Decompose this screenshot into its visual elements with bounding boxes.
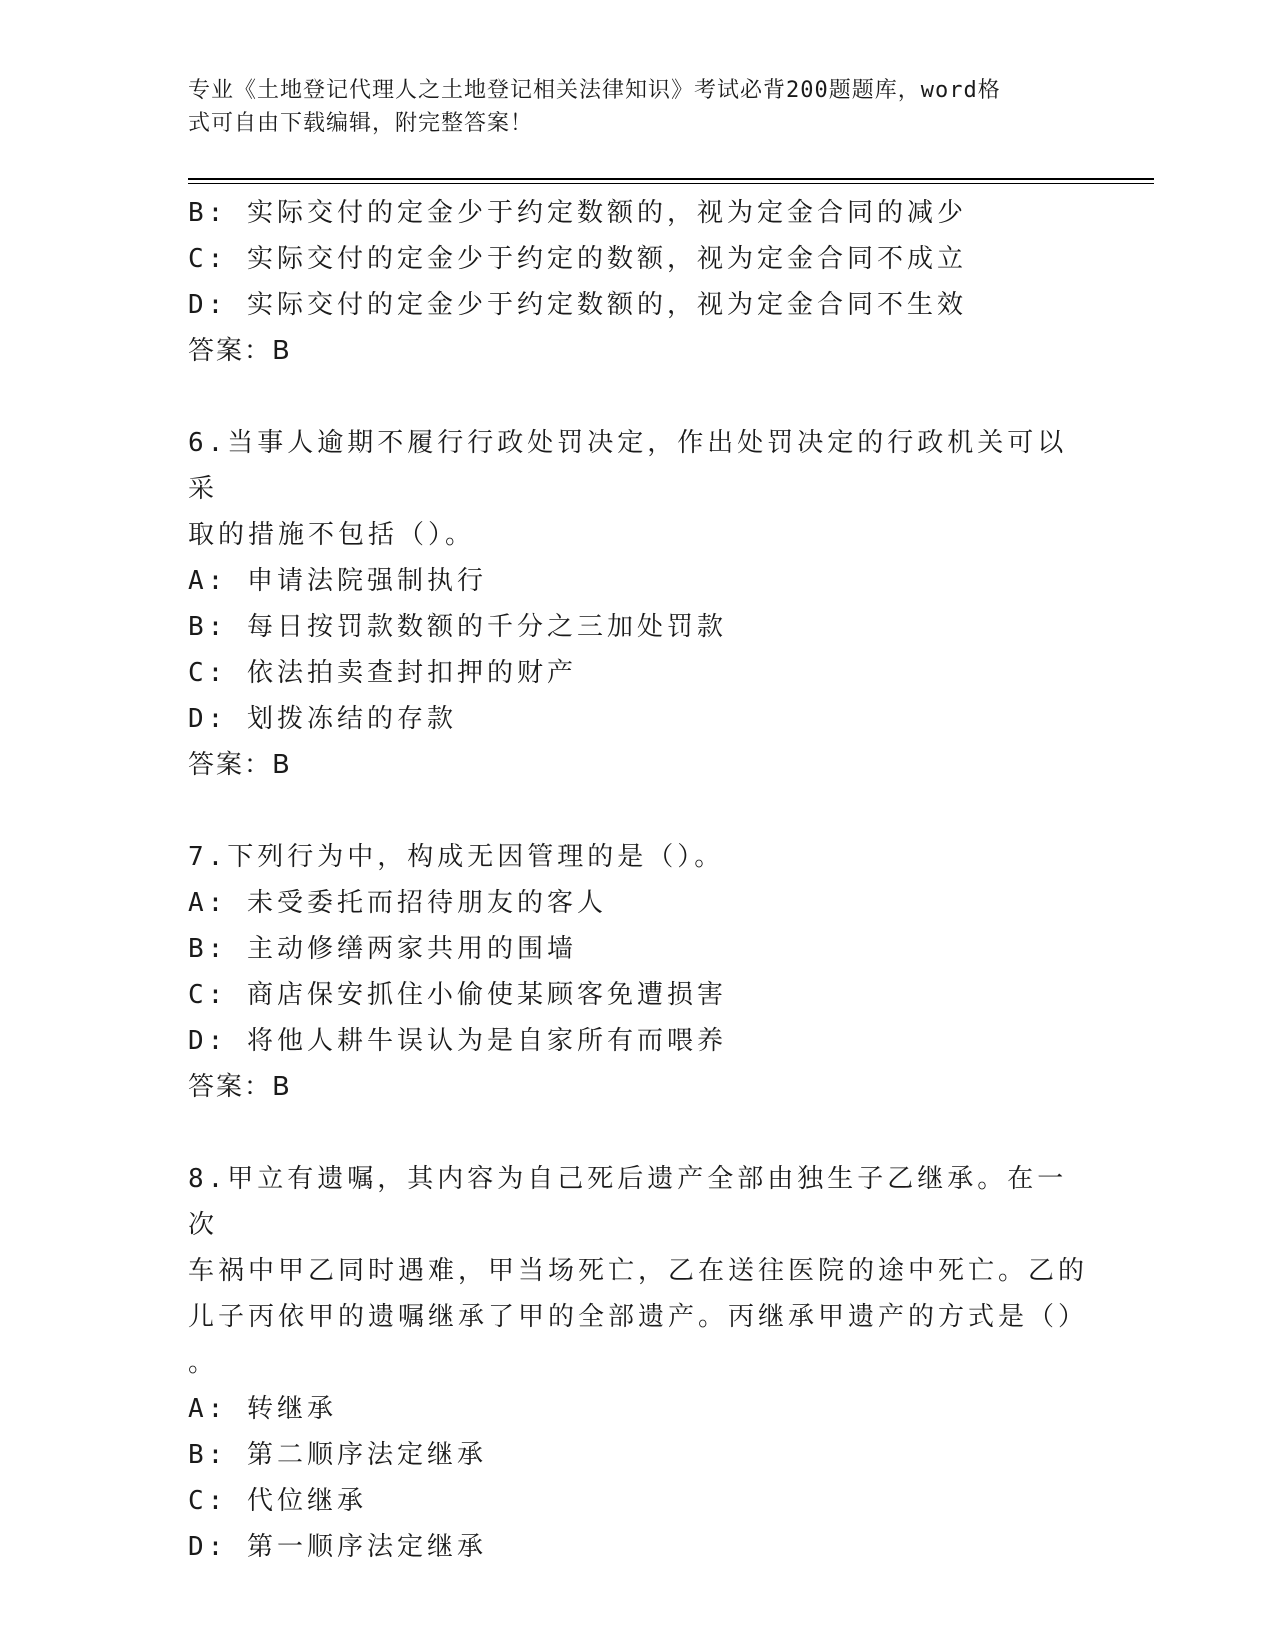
question-7-option-c: C: 商店保安抓住小偷使某顾客免遭损害 [188,980,727,1010]
question-8-option-a: A: 转继承 [188,1394,337,1424]
question-5-option-b: B: 实际交付的定金少于约定数额的，视为定金合同的减少 [188,198,967,228]
question-8-stem-line-3: 儿子丙依甲的遗嘱继承了甲的全部遗产。丙继承甲遗产的方式是（） [188,1302,1089,1332]
question-6-option-c: C: 依法拍卖查封扣押的财产 [188,658,577,688]
question-7-stem-line-1: 7.下列行为中，构成无因管理的是（）。 [188,842,725,872]
question-8-option-b: B: 第二顺序法定继承 [188,1440,487,1470]
question-8-block [188,1156,1088,1570]
question-6-stem-line-2: 取的措施不包括（）。 [188,520,476,550]
header-divider-thin [188,183,1154,184]
question-7-option-b: B: 主动修缮两家共用的围墙 [188,934,577,964]
spacer [188,374,1088,420]
question-6-option-d: D: 划拨冻结的存款 [188,704,457,734]
spacer [188,1110,1088,1156]
question-8-option-c: C: 代位继承 [188,1486,367,1516]
question-list [188,190,1088,1570]
question-6-answer: 答案：B [188,750,292,780]
header-title-line-1: 专业《土地登记代理人之土地登记相关法律知识》考试必背200题题库，word格 [188,78,1001,103]
question-5-block [188,190,1088,374]
question-8-stem-line-1: 8.甲立有遗嘱，其内容为自己死后遗产全部由独生子乙继承。在一次 [188,1164,1068,1240]
question-6-stem-line-1: 6.当事人逾期不履行行政处罚决定，作出处罚决定的行政机关可以采 [188,428,1068,504]
question-7-option-a: A: 未受委托而招待朋友的客人 [188,888,607,918]
document-header [188,74,1068,140]
header-divider-thick [188,178,1154,180]
question-7-block [188,834,1088,1110]
question-8-stem-line-2: 车祸中甲乙同时遇难，甲当场死亡，乙在送往医院的途中死亡。乙的 [188,1256,1089,1286]
question-8-stem-line-4: 。 [188,1348,219,1378]
question-7-option-d: D: 将他人耕牛误认为是自家所有而喂养 [188,1026,727,1056]
question-5-answer: 答案：B [188,336,292,366]
question-5-option-c: C: 实际交付的定金少于约定的数额，视为定金合同不成立 [188,244,967,274]
question-6-option-a: A: 申请法院强制执行 [188,566,487,596]
question-8-option-d: D: 第一顺序法定继承 [188,1532,487,1562]
header-title-line-2: 式可自由下载编辑，附完整答案！ [188,111,534,136]
spacer [188,788,1088,834]
question-7-answer: 答案：B [188,1072,292,1102]
question-6-block [188,420,1088,788]
question-5-option-d: D: 实际交付的定金少于约定数额的，视为定金合同不生效 [188,290,967,320]
question-6-option-b: B: 每日按罚款数额的千分之三加处罚款 [188,612,727,642]
